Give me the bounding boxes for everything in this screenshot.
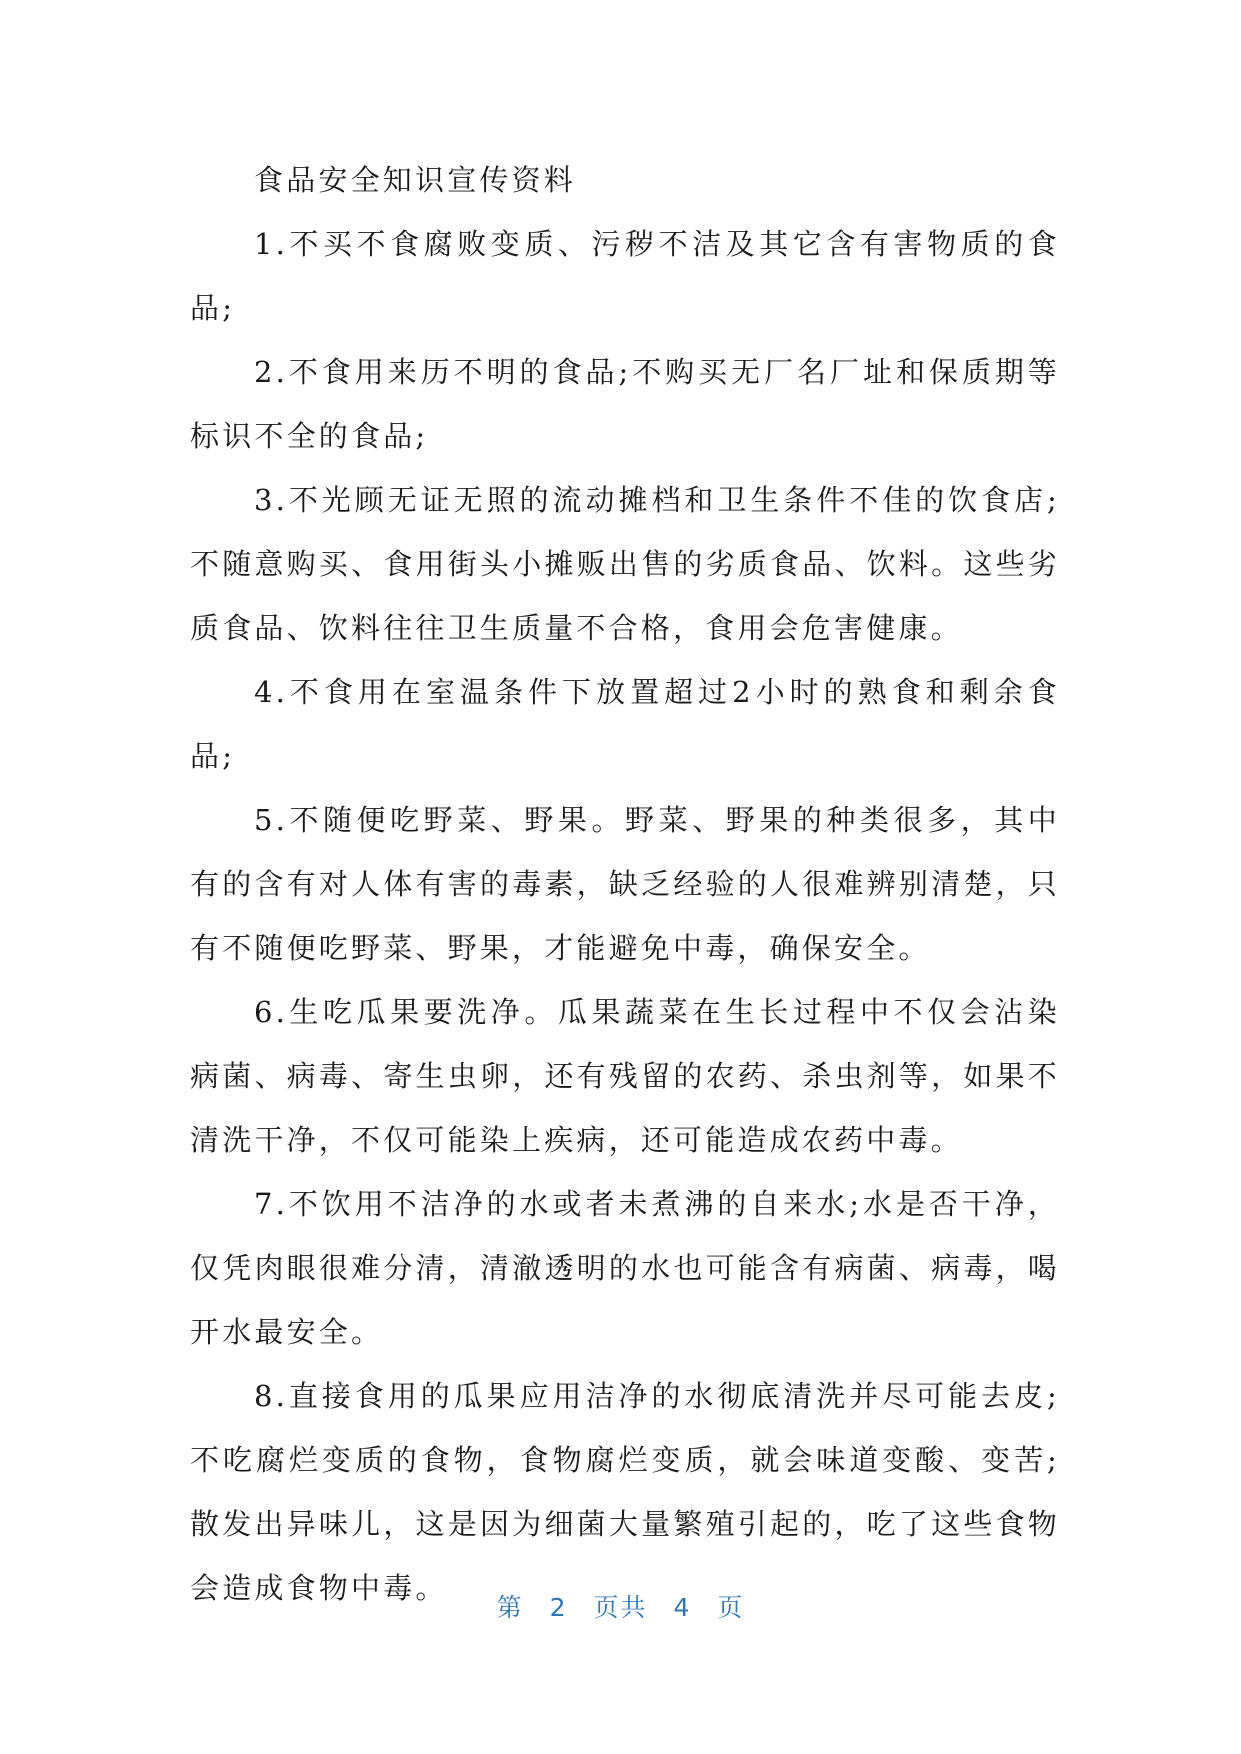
paragraph-3: 3.不光顾无证无照的流动摊档和卫生条件不佳的饮食店;不随意购买、食用街头小摊贩出售的劣质食品、饮料。这些劣质食品、饮料往往卫生质量不合格，食用会危害健康。 [190, 483, 1060, 645]
footer-prefix: 第 [496, 1593, 524, 1622]
footer-middle: 页共 [593, 1593, 648, 1622]
paragraph-2: 2.不食用来历不明的食品;不购买无厂名厂址和保质期等标识不全的食品; [190, 355, 1060, 453]
footer-total-pages: 4 [673, 1593, 692, 1622]
paragraph-4: 4.不食用在室温条件下放置超过2小时的熟食和剩余食品; [190, 675, 1060, 773]
paragraph-7: 7.不饮用不洁净的水或者未煮沸的自来水;水是否干净，仅凭肉眼很难分清，清澈透明的水也可能含有病菌、病毒，喝开水最安全。 [190, 1187, 1060, 1349]
footer-suffix: 页 [717, 1593, 745, 1622]
document-body [190, 148, 1060, 1620]
paragraph-1: 1.不买不食腐败变质、污秽不洁及其它含有害物质的食品; [190, 227, 1060, 325]
paragraph-6: 6.生吃瓜果要洗净。瓜果蔬菜在生长过程中不仅会沾染病菌、病毒、寄生虫卵，还有残留的农药、杀虫剂等，如果不清洗干净，不仅可能染上疾病，还可能造成农药中毒。 [190, 995, 1060, 1157]
paragraph-8: 8.直接食用的瓜果应用洁净的水彻底清洗并尽可能去皮;不吃腐烂变质的食物，食物腐烂变质，就会味道变酸、变苦;散发出异味儿，这是因为细菌大量繁殖引起的，吃了这些食物会造成食物中毒。 [190, 1379, 1060, 1605]
footer-current-page: 2 [549, 1593, 568, 1622]
paragraph-5: 5.不随便吃野菜、野果。野菜、野果的种类很多，其中有的含有对人体有害的毒素，缺乏经验的人很难辨别清楚，只有不随便吃野菜、野果，才能避免中毒，确保安全。 [190, 803, 1060, 965]
page-footer [0, 1588, 1241, 1624]
document-title: 食品安全知识宣传资料 [254, 163, 577, 197]
